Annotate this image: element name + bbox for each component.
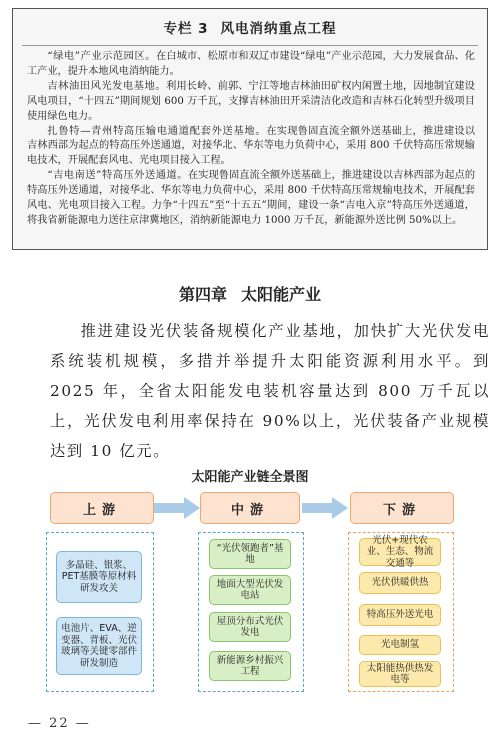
box-paragraph-text: 在实现鲁固直流全额外送基础上，推进建设以吉林西部为起点的特高压外送通道，对接华北、华东等电力负荷中心，采用 800 千伏特高压常规输电技术，开展配套风电、光电项目接入工程。力争“十四五”至“十五五”期间，建设一条“吉电入京”特高压外送通道，将我省新能源电力送往京津冀地区，消纳新能源电力 1000 万千瓦，新能源外送比例 50%以上。 — [27, 170, 476, 226]
stage-upstream: 上游 — [50, 492, 154, 524]
page-number: — 22 — — [28, 716, 91, 731]
downstream-column — [348, 532, 454, 692]
box-paragraph-text: 在白城市、松原市和双辽市建设“绿电”产业示范园，大力发展食品、化工产业，提升本地风电消纳能力。 — [27, 51, 475, 77]
chapter-lead-paragraph: 推进建设光伏装备规模化产业基地，加快扩大光伏发电系统装机规模，多措并举提升太阳能资源利用水平。到 2025 年，全省太阳能发电装机容量达到 800 万千瓦以上，光伏发电利用率保持在 90%以上，光伏装备产业规模达到 10 亿元。 — [50, 322, 490, 460]
box-paragraph-term: 扎鲁特—青州特高压输电通道配套外送基地。 — [47, 125, 267, 137]
feature-box-header — [13, 9, 487, 45]
stage-midstream: 中游 — [200, 492, 300, 524]
downstream-item: 特高压外送光电 — [359, 604, 441, 626]
feature-box-title — [163, 17, 336, 37]
chapter-heading — [0, 282, 500, 305]
right-arrow-icon — [154, 497, 200, 519]
downstream-item: 太阳能热供热发电等 — [359, 661, 441, 687]
feature-box-body — [27, 50, 475, 229]
upstream-item: 多晶硅、银浆、PET基膜等原材料研发攻关 — [56, 551, 142, 603]
feature-box-number: 专栏 3 — [163, 21, 209, 37]
midstream-item: 屋顶分布式光伏发电 — [209, 612, 291, 642]
feature-box-heading: 风电消纳重点工程 — [220, 21, 337, 37]
downstream-item: 光电制氢 — [359, 635, 441, 655]
box-paragraph — [27, 125, 475, 170]
feature-box — [12, 8, 488, 250]
midstream-item: 新能源乡村振兴工程 — [209, 651, 291, 681]
box-paragraph-term: “绿电”产业示范园区。 — [47, 51, 157, 62]
chapter-title: 太阳能产业 — [241, 285, 322, 304]
box-paragraph — [27, 80, 475, 125]
downstream-item: 光伏+现代农业、生态、物流交通等 — [359, 538, 441, 566]
chapter-number: 第四章 — [178, 285, 227, 304]
feature-box-divider — [22, 45, 478, 46]
downstream-item: 光伏供暖供热 — [359, 572, 441, 594]
box-paragraph — [27, 50, 475, 80]
midstream-column — [198, 532, 304, 692]
box-paragraph-text: 在实现鲁固直流全额外送基础上，推进建设以吉林西部为起点的特高压外送通道，对接华北、华东等电力负荷中心，采用 800 千伏特高压常规输电技术，开展配套风电、光电项目接入工程。 — [27, 125, 476, 167]
box-paragraph-text: 利用长岭、前郭、宁江等地吉林油田矿权内闲置土地，因地制宜建设风电项目，“十四五”期间规划 600 万千瓦，支撑吉林油田开采清洁化改造和吉林石化转型升级项目使用绿色电力。 — [27, 80, 475, 122]
box-paragraph-term: “吉电南送”特高压外送通道。 — [47, 170, 188, 182]
stage-downstream: 下游 — [350, 492, 454, 524]
midstream-item: “光伏领跑者”基地 — [209, 539, 291, 569]
upstream-item: 电池片、EVA、逆变器、背板、光伏玻璃等关键零部件研发制造 — [56, 617, 142, 675]
box-paragraph-term: 吉林油田风光发电基地。 — [47, 80, 167, 92]
midstream-item: 地面大型光伏发电站 — [209, 575, 291, 605]
diagram-title: 太阳能产业链全景图 — [191, 470, 309, 485]
box-paragraph — [27, 169, 475, 229]
upstream-column — [46, 532, 154, 692]
right-arrow-icon — [302, 497, 348, 519]
